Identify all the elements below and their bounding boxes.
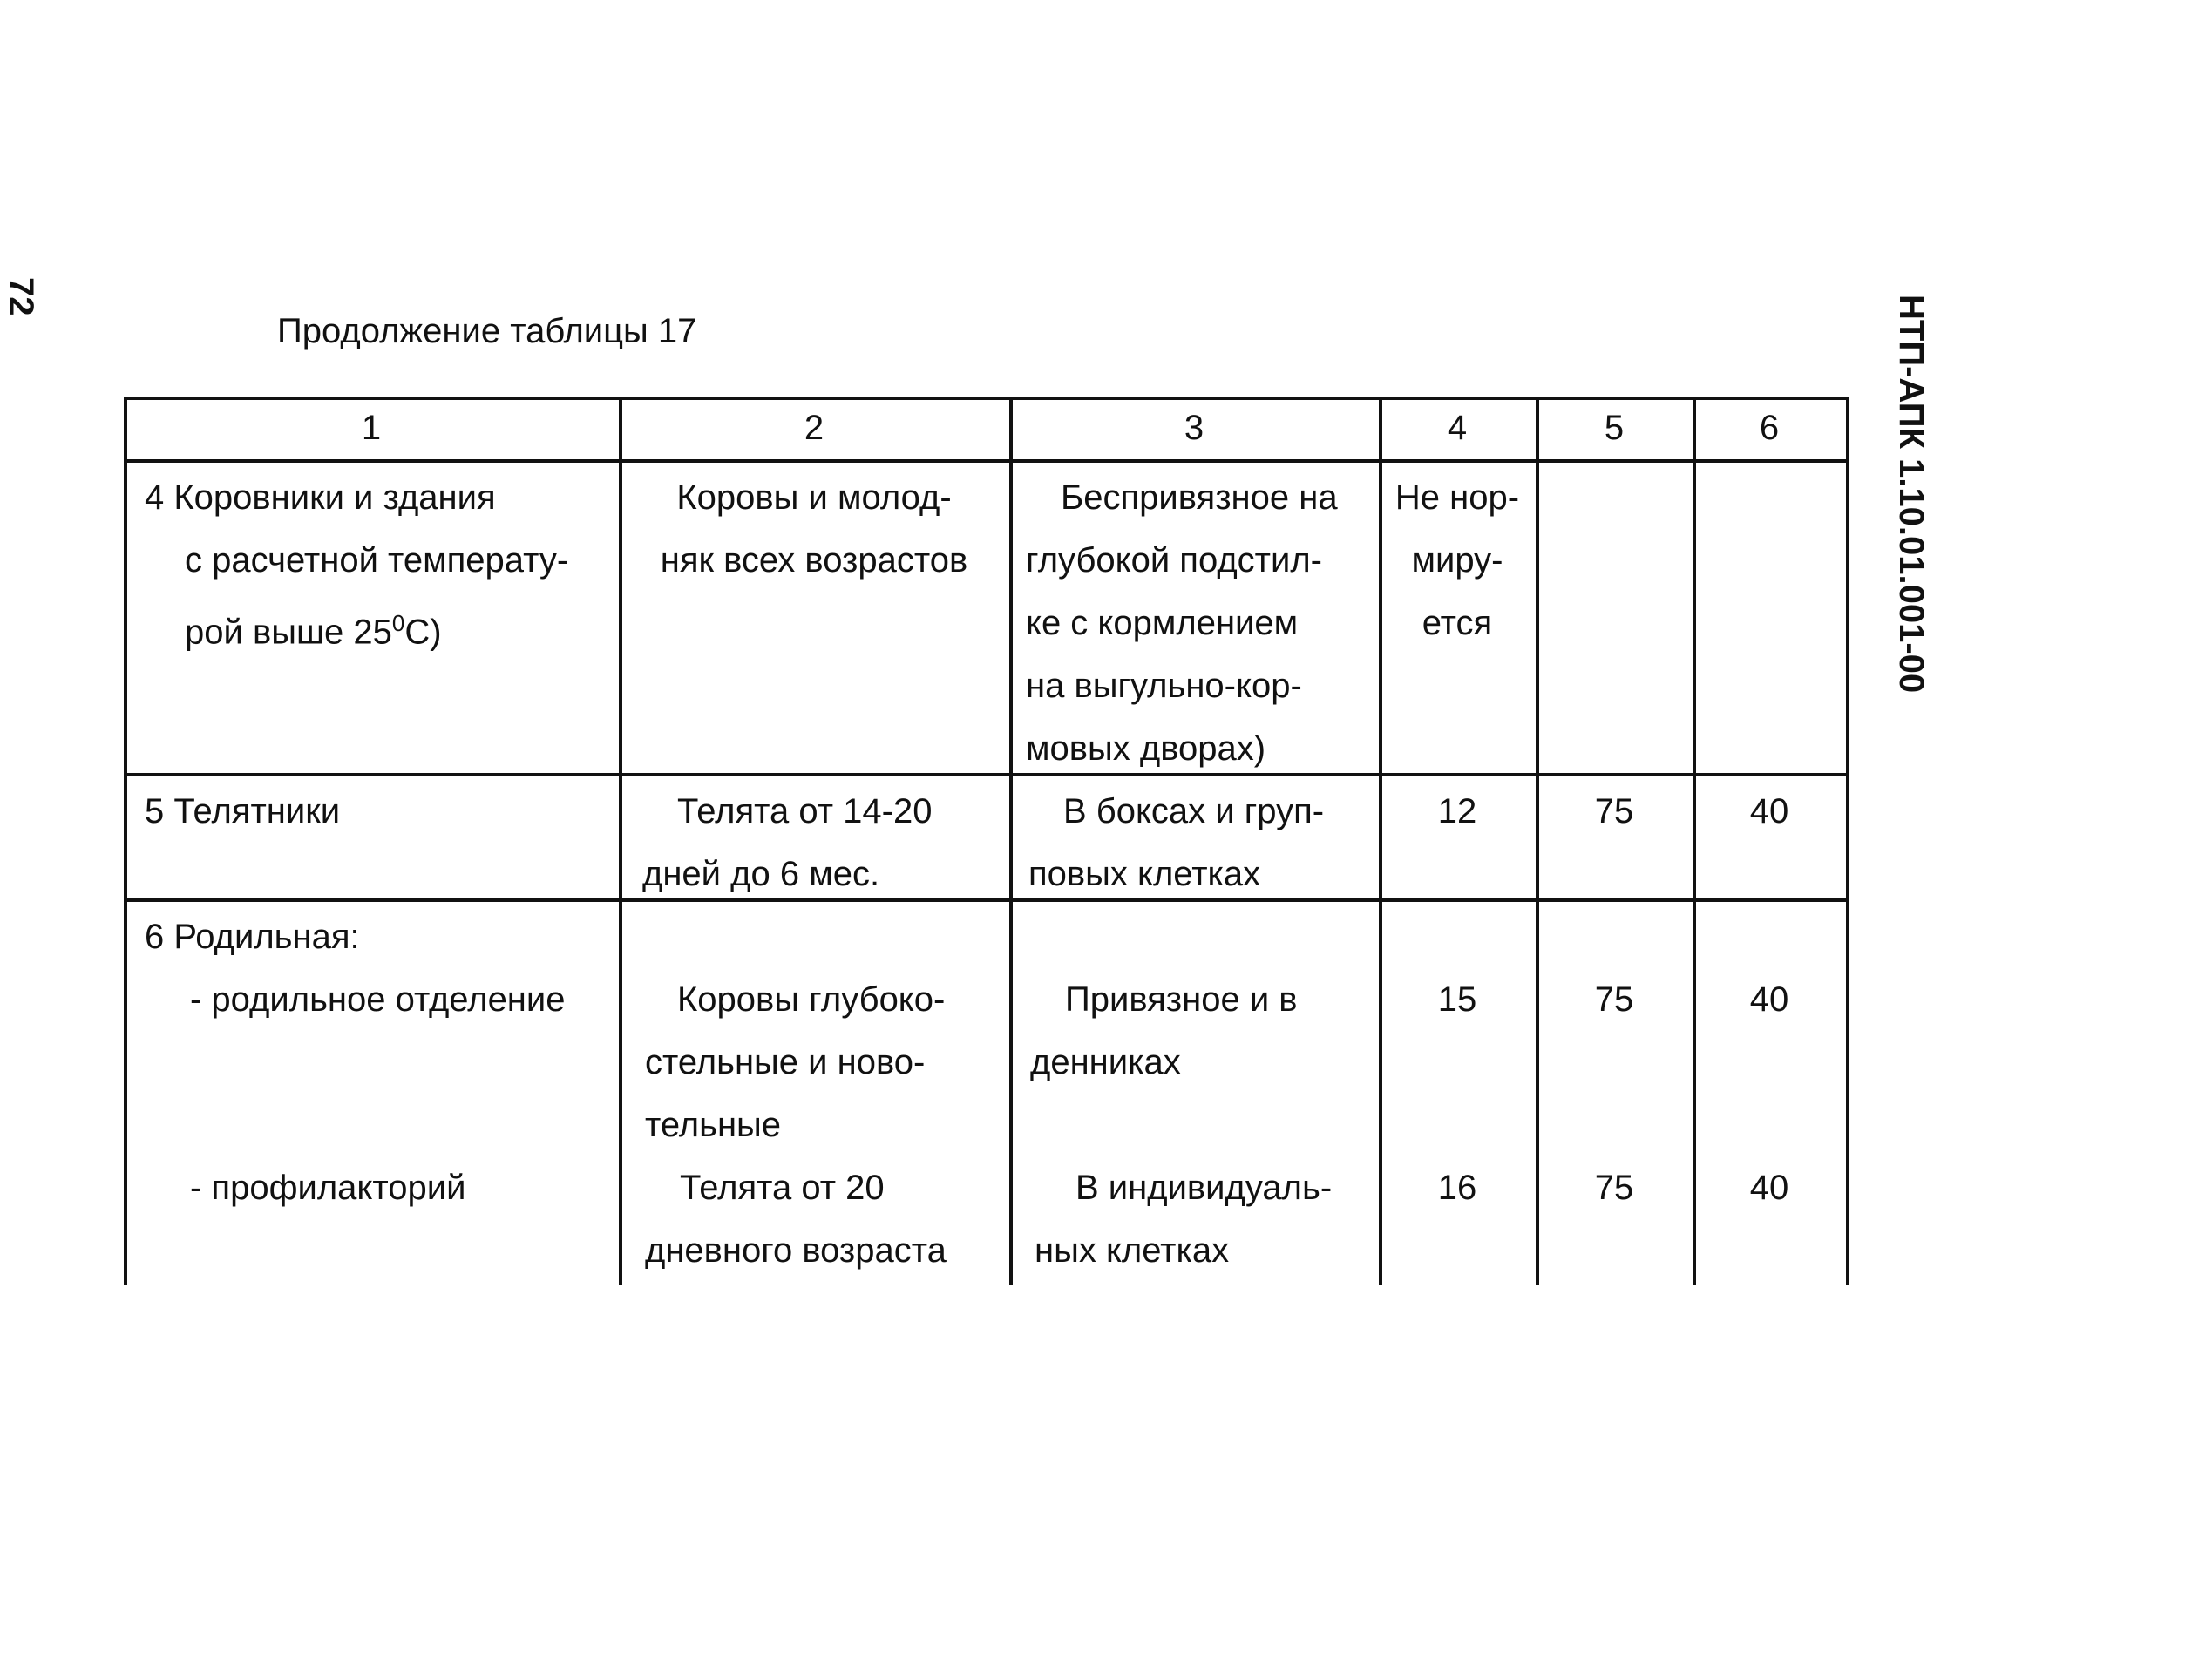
- header-cell-5: 5: [1604, 409, 1625, 447]
- header-cell-1: 1: [361, 409, 382, 447]
- row5-col5: 75: [1594, 792, 1634, 830]
- row6-sub1-col6: 40: [1749, 980, 1789, 1019]
- row5-col3-line1: В боксах и груп-: [1063, 792, 1325, 830]
- table-border-right: [1846, 397, 1849, 1285]
- row4-col3-line2: глубокой подстил-: [1026, 541, 1322, 580]
- header-cell-6: 6: [1759, 409, 1780, 447]
- row5-col1: 5 Телятники: [145, 792, 341, 830]
- row6-sub2-col1: - профилакторий: [190, 1169, 466, 1207]
- row6-sub2-col2-line1: Телята от 20: [680, 1169, 885, 1207]
- row5-col6: 40: [1749, 792, 1789, 830]
- row6-sub2-col2-line2: дневного возраста: [645, 1231, 947, 1270]
- row4-col2-line2: няк всех возрастов: [660, 541, 968, 580]
- row6-sub1-col3-line2: денниках: [1030, 1043, 1181, 1081]
- row4-col4-line1: Не нор-: [1394, 478, 1520, 517]
- header-cell-3: 3: [1184, 409, 1204, 447]
- row6-sub1-col2-line1: Коровы глубоко-: [677, 980, 946, 1019]
- data-table: [124, 397, 1910, 1285]
- row4-col2-line1: Коровы и молод-: [676, 478, 952, 517]
- header-cell-4: 4: [1447, 409, 1468, 447]
- row4-col1-line1: 4 Коровники и здания: [145, 478, 496, 517]
- row5-col3-line2: повых клетках: [1028, 855, 1261, 893]
- row4-col3-line4: на выгульно-кор-: [1026, 667, 1302, 705]
- row5-col2-line1: Телята от 14-20: [677, 792, 933, 830]
- row6-sub2-col5: 75: [1594, 1169, 1634, 1207]
- column-divider-2: [1009, 397, 1013, 1285]
- row4-col3-line3: ке с кормлением: [1026, 604, 1299, 642]
- row6-sub2-col4: 16: [1437, 1169, 1477, 1207]
- row6-sub2-col6: 40: [1749, 1169, 1789, 1207]
- row5-col4: 12: [1437, 792, 1477, 830]
- row4-col1-line2: с расчетной температу-: [185, 541, 569, 580]
- row6-sub1-col3-line1: Привязное и в: [1065, 980, 1298, 1019]
- row4-col4-line3: ется: [1422, 604, 1493, 642]
- header-divider: [124, 459, 1846, 463]
- row4-col1-unit: С): [404, 613, 442, 652]
- row6-sub2-col3-line2: ных клетках: [1035, 1231, 1230, 1270]
- row6-sub2-col3-line1: В индивидуаль-: [1075, 1169, 1333, 1207]
- table-caption: Продолжение таблицы 17: [277, 312, 697, 350]
- header-cell-2: 2: [804, 409, 824, 447]
- row-divider-4-5: [124, 773, 1846, 776]
- row4-col3-line1: Беспривязное на: [1061, 478, 1338, 517]
- degree-superscript: 0: [391, 610, 405, 636]
- row6-sub1-col2-line2: стельные и ново-: [645, 1043, 926, 1081]
- row-divider-5-6: [124, 898, 1846, 902]
- row4-col1-text: рой выше 25: [185, 613, 392, 652]
- row4-col1-line3: [185, 592, 442, 663]
- document-code: НТП-АПК 1.10.01.001-00: [1892, 295, 1930, 694]
- row6-title: 6 Родильная:: [145, 918, 360, 956]
- row6-sub1-col1: - родильное отделение: [190, 980, 566, 1019]
- row5-col2-line2: дней до 6 мес.: [642, 855, 880, 893]
- table-border-left: [124, 397, 127, 1285]
- row4-col3-line5: мовых дворах): [1026, 729, 1266, 768]
- row6-sub1-col5: 75: [1594, 980, 1634, 1019]
- row6-sub1-col2-line3: тельные: [645, 1106, 782, 1144]
- page-number: 72: [2, 277, 40, 316]
- row6-sub1-col4: 15: [1437, 980, 1477, 1019]
- row4-col4-line2: миру-: [1411, 541, 1503, 580]
